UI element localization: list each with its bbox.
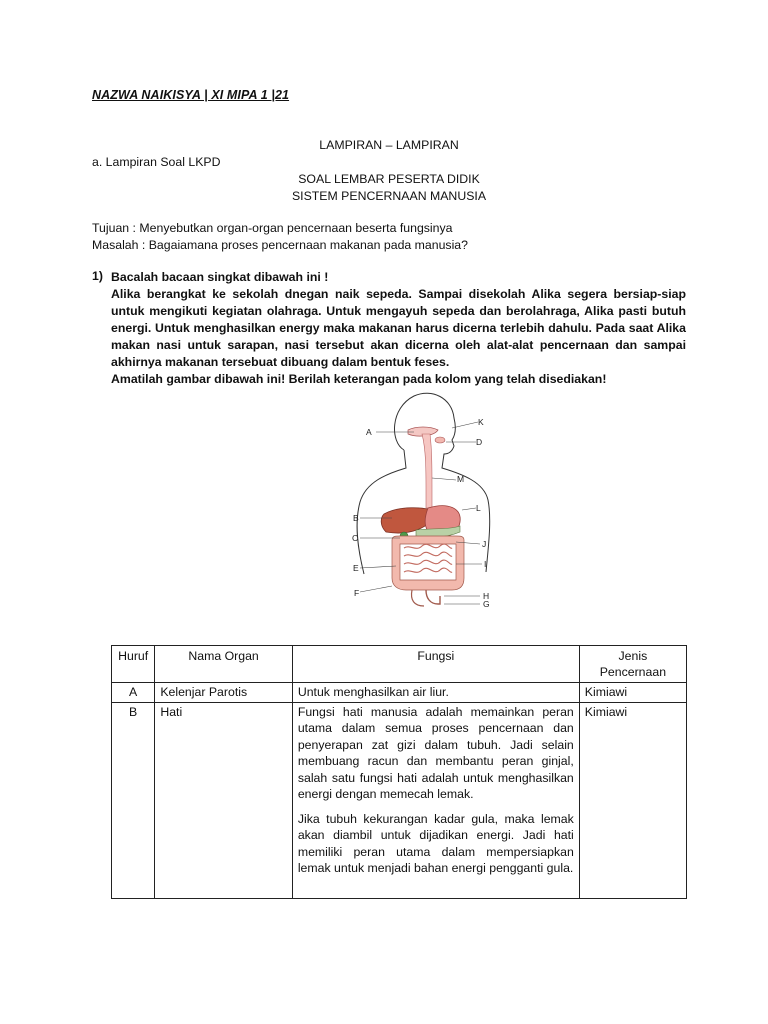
cell-jenis: Kimiawi — [579, 683, 686, 703]
cell-nama-organ: Kelenjar Parotis — [155, 683, 293, 703]
fungsi-paragraph: Fungsi hati manusia adalah memainkan peran utama dalam semua proses pencernaan dan penyerapan zat gizi dalam tubuh. Jadi selain membuang racun dan membantu peran ginjal, salah satu fungsi hati adalah untuk menghasilkan energi dengan memecah lemak. — [297, 704, 574, 801]
cell-nama-organ: Hati — [155, 702, 293, 898]
cell-fungsi — [292, 702, 579, 898]
masalah-line: Masalah : Bagaiamana proses pencernaan makanan pada manusia? — [92, 238, 468, 252]
lampiran-title: LAMPIRAN – LAMPIRAN — [319, 138, 459, 152]
figure-labels — [352, 390, 502, 615]
organ-table — [111, 645, 687, 899]
header-nama-organ: Nama Organ — [155, 646, 293, 683]
tujuan-line: Tujuan : Menyebutkan organ-organ pencernaan beserta fungsinya — [92, 221, 453, 235]
question-instruction: Bacalah bacaan singkat dibawah ini ! — [111, 270, 329, 284]
question-number: 1) — [92, 269, 103, 283]
label-c: C — [352, 533, 359, 543]
cell-jenis: Kimiawi — [579, 702, 686, 898]
fungsi-paragraph: Jika tubuh kekurangan kadar gula, maka lemak akan diambil untuk dijadikan energi. Jadi hati memiliki peran utama dalam mempersiapkan lemak untuk menjadi bahan energi pengganti gula. — [297, 811, 574, 875]
student-name-header: NAZWA NAIKISYA | XI MIPA 1 |21 — [92, 88, 290, 102]
label-b: B — [353, 513, 359, 523]
label-l: L — [476, 503, 481, 513]
soal-title: SOAL LEMBAR PESERTA DIDIK — [298, 172, 480, 186]
table-row — [112, 683, 687, 703]
label-g: G — [483, 599, 490, 609]
table-row — [112, 702, 687, 898]
table-header-row — [112, 646, 687, 683]
label-k: K — [478, 417, 484, 427]
label-h: H — [483, 591, 490, 601]
header-fungsi: Fungsi — [292, 646, 579, 683]
cell-huruf: A — [112, 683, 155, 703]
sistem-title: SISTEM PENCERNAAN MANUSIA — [291, 189, 487, 203]
label-f: F — [354, 588, 360, 598]
label-m: M — [457, 474, 465, 484]
label-i: I — [484, 559, 487, 569]
cell-fungsi: Untuk menghasilkan air liur. — [292, 683, 579, 703]
question-story: Alika berangkat ke sekolah dnegan naik sepeda. Sampai disekolah Alika segera bersiap-siap untuk mengikuti kegiatan olahraga. Untuk mengayuh sepeda dan berolahraga, Alika pasti butuh energi. Untuk menghasilkan energy maka makanan harus dicerna terlebih dahulu. Pada saat Alika makan nasi untuk sarapan, nasi tersebut akan dicerna oleh alat-alat pencernaan dan sampai akhirnya makanan tersebuat dibuang dalam bentuk feses. — [111, 287, 686, 369]
question-block — [111, 269, 686, 388]
header-huruf: Huruf — [112, 646, 155, 683]
question-task: Amatilah gambar dibawah ini! Berilah keterangan pada kolom yang telah disediakan! — [111, 372, 607, 386]
label-e: E — [353, 563, 359, 573]
label-d: D — [476, 437, 483, 447]
label-j: J — [482, 539, 487, 549]
cell-huruf: B — [112, 702, 155, 898]
section-a-heading: a. Lampiran Soal LKPD — [92, 155, 221, 169]
label-a: A — [366, 427, 372, 437]
header-jenis-pencernaan: Jenis Pencernaan — [579, 646, 686, 683]
